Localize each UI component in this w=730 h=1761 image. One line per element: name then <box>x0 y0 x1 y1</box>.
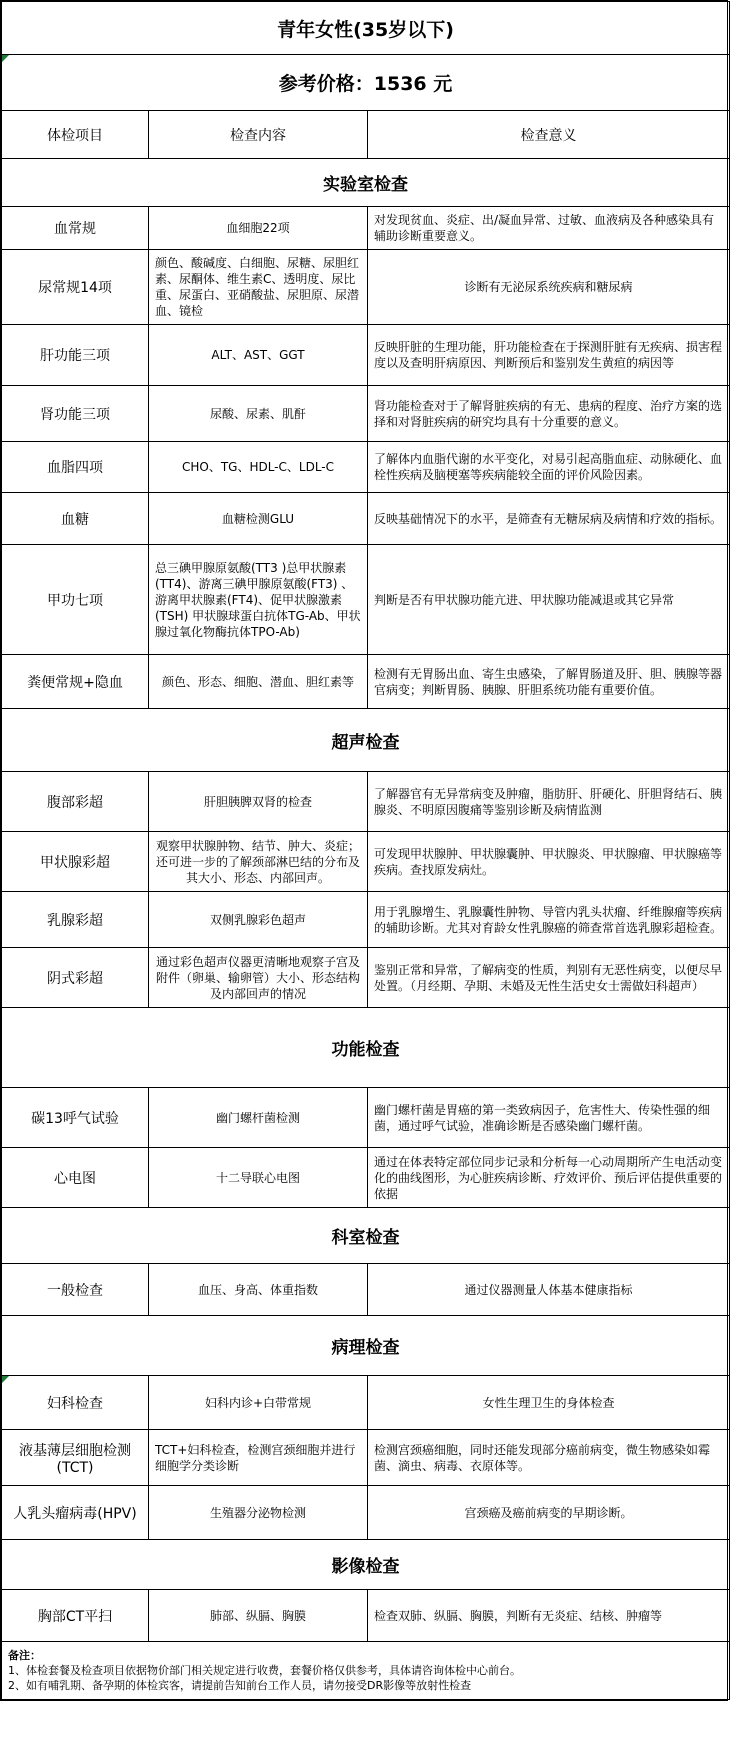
table-row <box>2 545 730 655</box>
item-meaning: 用于乳腺增生、乳腺囊性肿物、导管内乳头状瘤、纤维腺瘤等疾病的辅助诊断。尤其对育龄女性乳腺癌的筛查常首选乳腺彩超检查。 <box>368 892 730 948</box>
section-header <box>2 1008 730 1088</box>
item-meaning: 幽门螺杆菌是胃癌的第一类致病因子，危害性大、传染性强的细菌，通过呼气试验，准确诊断是否感染幽门螺杆菌。 <box>368 1088 730 1148</box>
item-content: ALT、AST、GGT <box>149 325 368 386</box>
package-table <box>1 1 730 1700</box>
item-content: 血糖检测GLU <box>149 493 368 545</box>
item-meaning: 反映基础情况下的水平，是筛查有无糖尿病及病情和疗效的指标。 <box>368 493 730 545</box>
section-title: 影像检查 <box>2 1540 730 1590</box>
table-row <box>2 655 730 709</box>
item-name: 甲状腺彩超 <box>2 832 149 892</box>
item-meaning: 了解器官有无异常病变及肿瘤，脂肪肝、肝硬化、肝胆肾结石、胰腺炎、不明原因腹痛等鉴别诊断及病情监测 <box>368 772 730 832</box>
table-row <box>2 1430 730 1486</box>
section-title: 病理检查 <box>2 1316 730 1376</box>
table-row <box>2 1264 730 1316</box>
table-row <box>2 772 730 832</box>
item-name: 血脂四项 <box>2 442 149 493</box>
page-title: 青年女性(35岁以下) <box>2 2 730 55</box>
table-row <box>2 250 730 325</box>
item-content: 血细胞22项 <box>149 207 368 250</box>
section-header <box>2 709 730 772</box>
item-content: 观察甲状腺肿物、结节、肿大、炎症；还可进一步的了解颈部淋巴结的分布及其大小、形态、内部回声。 <box>149 832 368 892</box>
section-header <box>2 159 730 207</box>
header-content: 检查内容 <box>149 111 368 159</box>
reference-price <box>2 55 730 111</box>
column-header-row <box>2 111 730 159</box>
item-name-text: 妇科检查 <box>47 1395 103 1412</box>
item-content: 生殖器分泌物检测 <box>149 1486 368 1540</box>
item-meaning: 鉴别正常和异常，了解病变的性质，判别有无恶性病变，以便尽早处置。（月经期、孕期、未婚及无性生活史女士需做妇科超声） <box>368 948 730 1008</box>
item-name: 胸部CT平扫 <box>2 1590 149 1642</box>
item-name: 血常规 <box>2 207 149 250</box>
note-line: 2、如有哺乳期、备孕期的体检宾客，请提前告知前台工作人员，请勿接受DR影像等放射性检查 <box>8 1679 472 1692</box>
item-meaning: 检查双肺、纵膈、胸膜，判断有无炎症、结核、肿瘤等 <box>368 1590 730 1642</box>
item-name: 碳13呼气试验 <box>2 1088 149 1148</box>
item-meaning: 检测宫颈癌细胞，同时还能发现部分癌前病变，微生物感染如霉菌、滴虫、病毒、衣原体等。 <box>368 1430 730 1486</box>
item-name: 粪便常规+隐血 <box>2 655 149 709</box>
item-meaning: 检测有无胃肠出血、寄生虫感染，了解胃肠道及肝、胆、胰腺等器官病变；判断胃肠、胰腺、肝胆系统功能有重要价值。 <box>368 655 730 709</box>
item-content: 颜色、形态、细胞、潜血、胆红素等 <box>149 655 368 709</box>
table-row <box>2 207 730 250</box>
item-content: 通过彩色超声仪器更清晰地观察子宫及附件（卵巢、输卵管）大小、形态结构及内部回声的情况 <box>149 948 368 1008</box>
item-name: 血糖 <box>2 493 149 545</box>
item-name: 阴式彩超 <box>2 948 149 1008</box>
item-content: 颜色、酸碱度、白细胞、尿糖、尿胆红素、尿酮体、维生素C、透明度、尿比重、尿蛋白、亚硝酸盐、尿胆原、尿潜血、镜检 <box>149 250 368 325</box>
item-name: 一般检查 <box>2 1264 149 1316</box>
item-content: 妇科内诊+白带常规 <box>149 1376 368 1430</box>
table-row <box>2 1376 730 1430</box>
item-content: 血压、身高、体重指数 <box>149 1264 368 1316</box>
item-name: 乳腺彩超 <box>2 892 149 948</box>
item-meaning: 对发现贫血、炎症、出/凝血异常、过敏、血液病及各种感染具有辅助诊断重要意义。 <box>368 207 730 250</box>
item-meaning: 了解体内血脂代谢的水平变化，对易引起高脂血症、动脉硬化、血栓性疾病及脑梗塞等疾病能较全面的评价风险因素。 <box>368 442 730 493</box>
item-content: TCT+妇科检查，检测宫颈细胞并进行细胞学分类诊断 <box>149 1430 368 1486</box>
item-content: 肺部、纵膈、胸膜 <box>149 1590 368 1642</box>
table-row <box>2 1486 730 1540</box>
item-meaning: 诊断有无泌尿系统疾病和糖尿病 <box>368 250 730 325</box>
table-row <box>2 948 730 1008</box>
note-line: 1、体检套餐及检查项目依据物价部门相关规定进行收费，套餐价格仅供参考，具体请咨询体检中心前台。 <box>8 1664 521 1677</box>
section-header <box>2 1540 730 1590</box>
item-name: 液基薄层细胞检测(TCT) <box>2 1430 149 1486</box>
item-meaning: 反映肝脏的生理功能，肝功能检查在于探测肝脏有无疾病、损害程度以及查明肝病原因、判断预后和鉴别发生黄疸的病因等 <box>368 325 730 386</box>
section-title: 超声检查 <box>2 709 730 772</box>
item-content: 幽门螺杆菌检测 <box>149 1088 368 1148</box>
item-name: 心电图 <box>2 1148 149 1208</box>
section-title: 科室检查 <box>2 1208 730 1264</box>
header-meaning: 检查意义 <box>368 111 730 159</box>
item-content: 总三碘甲腺原氨酸(TT3 )总甲状腺素(TT4)、游离三碘甲腺原氨酸(FT3) 、游离甲状腺素(FT4)、促甲状腺激素(TSH) 甲状腺球蛋白抗体TG-Ab、甲状腺过氧化物酶抗体TPO-Ab) <box>149 545 368 655</box>
item-content: 肝胆胰脾双肾的检查 <box>149 772 368 832</box>
table-row <box>2 832 730 892</box>
item-content: 尿酸、尿素、肌酐 <box>149 386 368 442</box>
item-meaning: 肾功能检查对于了解肾脏疾病的有无、患病的程度、治疗方案的选择和对肾脏疾病的研究均具有十分重要的意义。 <box>368 386 730 442</box>
table-row <box>2 1148 730 1208</box>
item-meaning: 宫颈癌及癌前病变的早期诊断。 <box>368 1486 730 1540</box>
item-meaning: 通过仪器测量人体基本健康指标 <box>368 1264 730 1316</box>
cell-marker <box>2 55 9 62</box>
item-content: 十二导联心电图 <box>149 1148 368 1208</box>
price-text: 参考价格：1536 元 <box>278 73 453 95</box>
item-meaning: 女性生理卫生的身体检查 <box>368 1376 730 1430</box>
item-name: 人乳头瘤病毒(HPV) <box>2 1486 149 1540</box>
header-item: 体检项目 <box>2 111 149 159</box>
table-row <box>2 325 730 386</box>
item-name: 腹部彩超 <box>2 772 149 832</box>
item-name: 肾功能三项 <box>2 386 149 442</box>
item-content: 双侧乳腺彩色超声 <box>149 892 368 948</box>
table-row <box>2 892 730 948</box>
section-title: 功能检查 <box>2 1008 730 1088</box>
table-row <box>2 1088 730 1148</box>
item-content: CHO、TG、HDL-C、LDL-C <box>149 442 368 493</box>
item-name: 甲功七项 <box>2 545 149 655</box>
item-meaning: 可发现甲状腺肿、甲状腺囊肿、甲状腺炎、甲状腺瘤、甲状腺癌等疾病。查找原发病灶。 <box>368 832 730 892</box>
section-header <box>2 1316 730 1376</box>
item-name <box>2 1376 149 1430</box>
item-meaning: 通过在体表特定部位同步记录和分析每一心动周期所产生电活动变化的曲线图形，为心脏疾病诊断、疗效评价、预后评估提供重要的依据 <box>368 1148 730 1208</box>
cell-marker <box>2 1376 9 1383</box>
item-name: 尿常规14项 <box>2 250 149 325</box>
table-row <box>2 442 730 493</box>
table-row <box>2 1590 730 1642</box>
section-title: 实验室检查 <box>2 159 730 207</box>
item-name: 肝功能三项 <box>2 325 149 386</box>
item-meaning: 判断是否有甲状腺功能亢进、甲状腺功能减退或其它异常 <box>368 545 730 655</box>
section-header <box>2 1208 730 1264</box>
notes-title: 备注： <box>8 1649 41 1662</box>
table-row <box>2 493 730 545</box>
notes-row <box>2 1642 730 1700</box>
notes <box>2 1642 730 1700</box>
table-row <box>2 386 730 442</box>
